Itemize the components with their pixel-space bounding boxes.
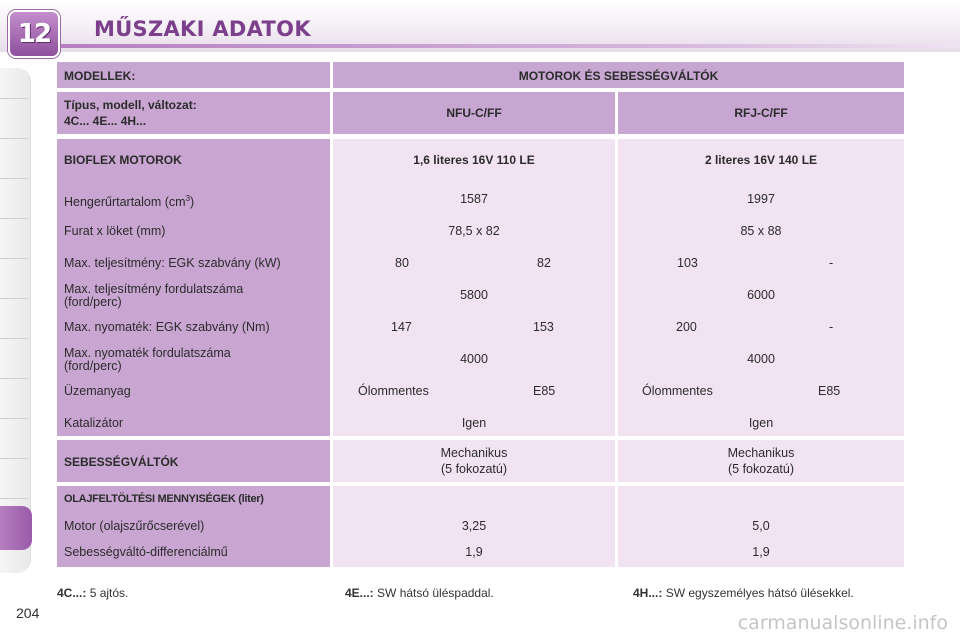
- oil-gearbox-label: Sebességváltó-differenciálmű: [64, 545, 228, 559]
- tab-divider: [0, 418, 28, 419]
- oil-col1: [333, 486, 615, 567]
- tab-divider: [0, 138, 28, 139]
- page-number: 204: [16, 605, 40, 621]
- power-col2-a: 103: [677, 256, 698, 270]
- types-col2: RFJ-C/FF: [734, 106, 788, 120]
- gearbox-col2-line1: Mechanikus: [727, 446, 795, 460]
- power-col1-b: 82: [537, 256, 551, 270]
- fuel-col2-a: Ólommentes: [642, 384, 713, 398]
- bioflex-col2: 2 literes 16V 140 LE: [704, 153, 818, 167]
- tab-divider: [0, 338, 28, 339]
- gearbox-col1-cell: [333, 440, 615, 482]
- footnote-4e: 4E...: SW hátsó üléspaddal.: [345, 586, 494, 600]
- bioflex-col1: 1,6 literes 16V 110 LE: [413, 153, 535, 167]
- bore-stroke-label: Furat x löket (mm): [64, 224, 166, 238]
- types-col1: NFU-C/FF: [446, 106, 502, 120]
- power-rpm-col2: 6000: [747, 288, 775, 302]
- engine-label-column: [57, 139, 330, 436]
- table-row-gearbox: [57, 440, 904, 482]
- tab-divider: [0, 378, 28, 379]
- displacement-col1: 1587: [460, 192, 488, 206]
- engine-block: [57, 139, 904, 436]
- power-col2-b: -: [829, 256, 834, 270]
- chapter-badge: 12: [8, 10, 60, 58]
- tab-divider: [0, 498, 28, 499]
- types-col2-cell: [618, 92, 904, 134]
- torque-rpm-label-line1: Max. nyomaték fordulatszáma: [64, 346, 231, 360]
- gearbox-col2-cell: [618, 440, 904, 482]
- gearbox-label: SEBESSÉGVÁLTÓK: [64, 455, 179, 469]
- oil-col2: [618, 486, 904, 567]
- watermark: carmanualsonline.info: [737, 612, 948, 634]
- power-col1-a: 80: [395, 256, 409, 270]
- oil-engine-label: Motor (olajszűrőcserével): [64, 519, 205, 533]
- header-models-cell: [57, 62, 330, 88]
- displacement-col2: 1997: [747, 192, 775, 206]
- chapter-tab-strip: [0, 68, 31, 573]
- table-row-types: [57, 92, 904, 134]
- tab-divider: [0, 258, 28, 259]
- footnote-4c: 4C...: 5 ajtós.: [57, 586, 129, 600]
- catalyst-col2: Igen: [748, 416, 774, 430]
- chapter-tab-active[interactable]: [0, 506, 32, 550]
- oil-label: OLAJFELTÖLTÉSI MENNYISÉGEK (liter): [64, 493, 264, 505]
- tab-divider: [0, 98, 28, 99]
- oil-gearbox-col2: 1,9: [752, 545, 770, 559]
- bore-stroke-col2: 85 x 88: [740, 224, 782, 238]
- oil-gearbox-col1: 1,9: [465, 545, 483, 559]
- torque-col1-b: 153: [533, 320, 554, 334]
- types-label-line2: 4C... 4E... 4H...: [64, 114, 147, 128]
- oil-label-column: [57, 486, 330, 567]
- header-models: MODELLEK:: [64, 69, 136, 83]
- gearbox-label-cell: [57, 440, 330, 482]
- gearbox-col1-line1: Mechanikus: [440, 446, 508, 460]
- power-label: Max. teljesítmény: EGK szabvány (kW): [64, 256, 281, 270]
- types-label-cell: [57, 92, 330, 134]
- engine-col1: [333, 139, 615, 436]
- torque-col2-a: 200: [676, 320, 697, 334]
- fuel-col1-b: E85: [533, 384, 556, 398]
- power-rpm-col1: 5800: [460, 288, 488, 302]
- bore-stroke-col1: 78,5 x 82: [448, 224, 500, 238]
- header-engines: MOTOROK ÉS SEBESSÉGVÁLTÓK: [518, 69, 719, 83]
- tab-divider: [0, 458, 28, 459]
- table-header-row: [57, 62, 904, 88]
- bioflex-label: BIOFLEX MOTOROK: [64, 153, 182, 167]
- page-title: MŰSZAKI ADATOK: [94, 17, 311, 41]
- header-rule: [60, 44, 960, 48]
- catalyst-label: Katalizátor: [64, 416, 124, 430]
- torque-label: Max. nyomaték: EGK szabvány (Nm): [64, 320, 270, 334]
- catalyst-col1: Igen: [461, 416, 487, 430]
- oil-block: [57, 486, 904, 567]
- tab-divider: [0, 178, 28, 179]
- torque-rpm-col1: 4000: [460, 352, 488, 366]
- header-engines-cell: [333, 62, 904, 88]
- displacement-label: Hengerűrtartalom $(cm^3)$: [64, 194, 195, 210]
- fuel-col1-a: Ólommentes: [358, 384, 429, 398]
- fuel-col2-b: E85: [818, 384, 841, 398]
- oil-engine-col1: 3,25: [461, 519, 487, 533]
- power-rpm-label-line1: Max. teljesítmény fordulatszáma: [64, 282, 244, 296]
- torque-col1-a: 147: [391, 320, 412, 334]
- power-rpm-label-line2: (ford/perc): [64, 295, 122, 309]
- types-col1-cell: [333, 92, 615, 134]
- torque-rpm-label-line2: (ford/perc): [64, 359, 122, 373]
- gearbox-col1-line2: (5 fokozatú): [440, 462, 507, 476]
- gearbox-col2-line2: (5 fokozatú): [727, 462, 794, 476]
- tab-divider: [0, 218, 28, 219]
- oil-engine-col2: 5,0: [752, 519, 770, 533]
- footnote-4h: 4H...: SW egyszemélyes hátsó ülésekkel.: [633, 586, 854, 600]
- fuel-label: Üzemanyag: [64, 384, 131, 398]
- tab-divider: [0, 298, 28, 299]
- torque-col2-b: -: [829, 320, 834, 334]
- engine-col2: [618, 139, 904, 436]
- types-label-line1: Típus, modell, változat:: [64, 98, 197, 112]
- torque-rpm-col2: 4000: [747, 352, 775, 366]
